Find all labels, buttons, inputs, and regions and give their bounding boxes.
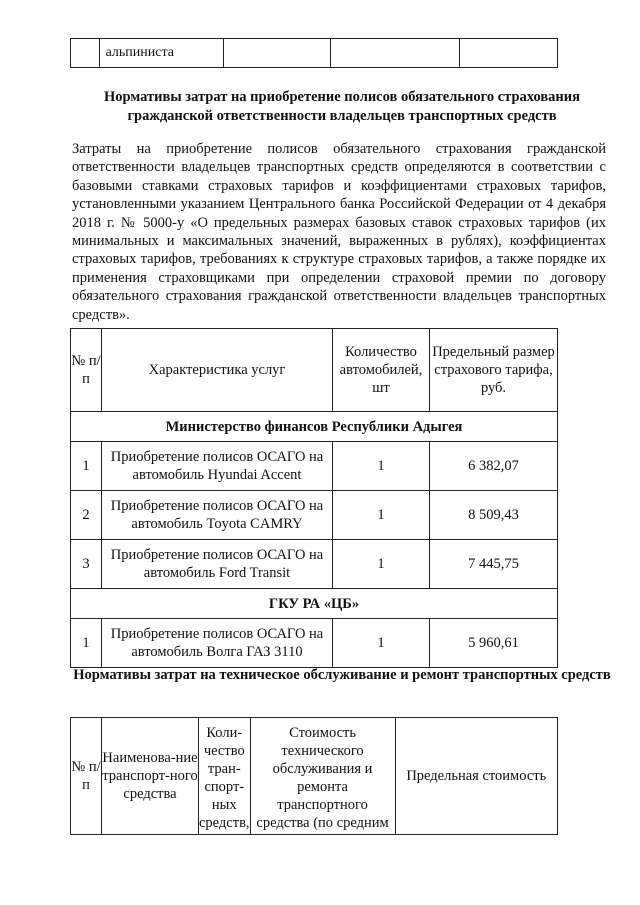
column-header-service: Характеристика услуг — [102, 329, 333, 412]
row-service: Приобретение полисов ОСАГО на автомобиль Ford Transit — [102, 540, 333, 589]
row-qty: 1 — [333, 442, 430, 491]
table-row — [71, 619, 558, 668]
section-title: ГКУ РА «ЦБ» — [71, 589, 558, 619]
section-row — [71, 412, 558, 442]
column-header-qty: Количество автомобилей, шт — [333, 329, 430, 412]
row-num: 3 — [71, 540, 102, 589]
row-price: 6 382,07 — [430, 442, 558, 491]
osago-intro-paragraph: Затраты на приобретение полисов обязательного страхования гражданской ответственности владельцев транспортных средств определяются в соответствии с базовыми ставками страховых тарифов и коэффициентами страховых тарифов, установленными указанием Центрального банка Российской Федерации от 4 декабря 2018 г. № 5000-у «О предельных размерах базовых ставок страховых тарифов (их минимальных и максимальных значений, выраженных в рублях), коэффициентах страховых тарифов, требованиях к структуре страховых тарифов, а также порядке их применения страховщиками при определении страховой премии по договору обязательного страхования гражданской ответственности владельцев транспортных средств». — [72, 141, 606, 323]
top-table-cell — [223, 39, 330, 68]
column-header-vehicle-qty: Коли-чество тран-спорт-ных средств, — [199, 718, 251, 835]
row-num: 1 — [71, 442, 102, 491]
column-header-service-cost: Стоимость технического обслуживания и ремонта транспортного средства (по средним — [250, 718, 395, 835]
osago-section-heading: Нормативы затрат на приобретение полисов обязательного страхования гражданской ответственности владельцев транспортных средств — [103, 89, 580, 124]
section-row — [71, 589, 558, 619]
table-row — [71, 442, 558, 491]
column-header-price: Предельный размер страхового тарифа, руб. — [430, 329, 558, 412]
row-num: 1 — [71, 619, 102, 668]
row-service: Приобретение полисов ОСАГО на автомобиль Toyota CAMRY — [102, 491, 333, 540]
row-qty: 1 — [333, 491, 430, 540]
top-table-cell — [331, 39, 460, 68]
table-header-row — [71, 718, 558, 835]
row-service: Приобретение полисов ОСАГО на автомобиль Волга ГАЗ 3110 — [102, 619, 333, 668]
column-header-num: № п/п — [71, 329, 102, 412]
section-title: Министерство финансов Республики Адыгея — [71, 412, 558, 442]
top-table-fragment — [70, 38, 558, 68]
table-row — [71, 491, 558, 540]
row-qty: 1 — [333, 540, 430, 589]
osago-tariff-table — [70, 328, 558, 668]
column-header-num: № п/п — [71, 718, 102, 835]
row-price: 7 445,75 — [430, 540, 558, 589]
maintenance-table — [70, 717, 558, 835]
row-price: 5 960,61 — [430, 619, 558, 668]
top-table-cell — [71, 39, 100, 68]
column-header-vehicle-name: Наименова-ние транспорт-ного средства — [102, 718, 199, 835]
maintenance-section-heading: Нормативы затрат на техническое обслуживание и ремонт транспортных средств — [73, 667, 611, 683]
row-num: 2 — [71, 491, 102, 540]
table-header-row — [71, 329, 558, 412]
table-row — [71, 540, 558, 589]
row-service: Приобретение полисов ОСАГО на автомобиль Hyundai Accent — [102, 442, 333, 491]
top-table-cell — [460, 39, 558, 68]
column-header-limit-cost: Предельная стоимость — [395, 718, 557, 835]
top-table-text-cell: альпиниста — [99, 39, 223, 68]
row-price: 8 509,43 — [430, 491, 558, 540]
row-qty: 1 — [333, 619, 430, 668]
